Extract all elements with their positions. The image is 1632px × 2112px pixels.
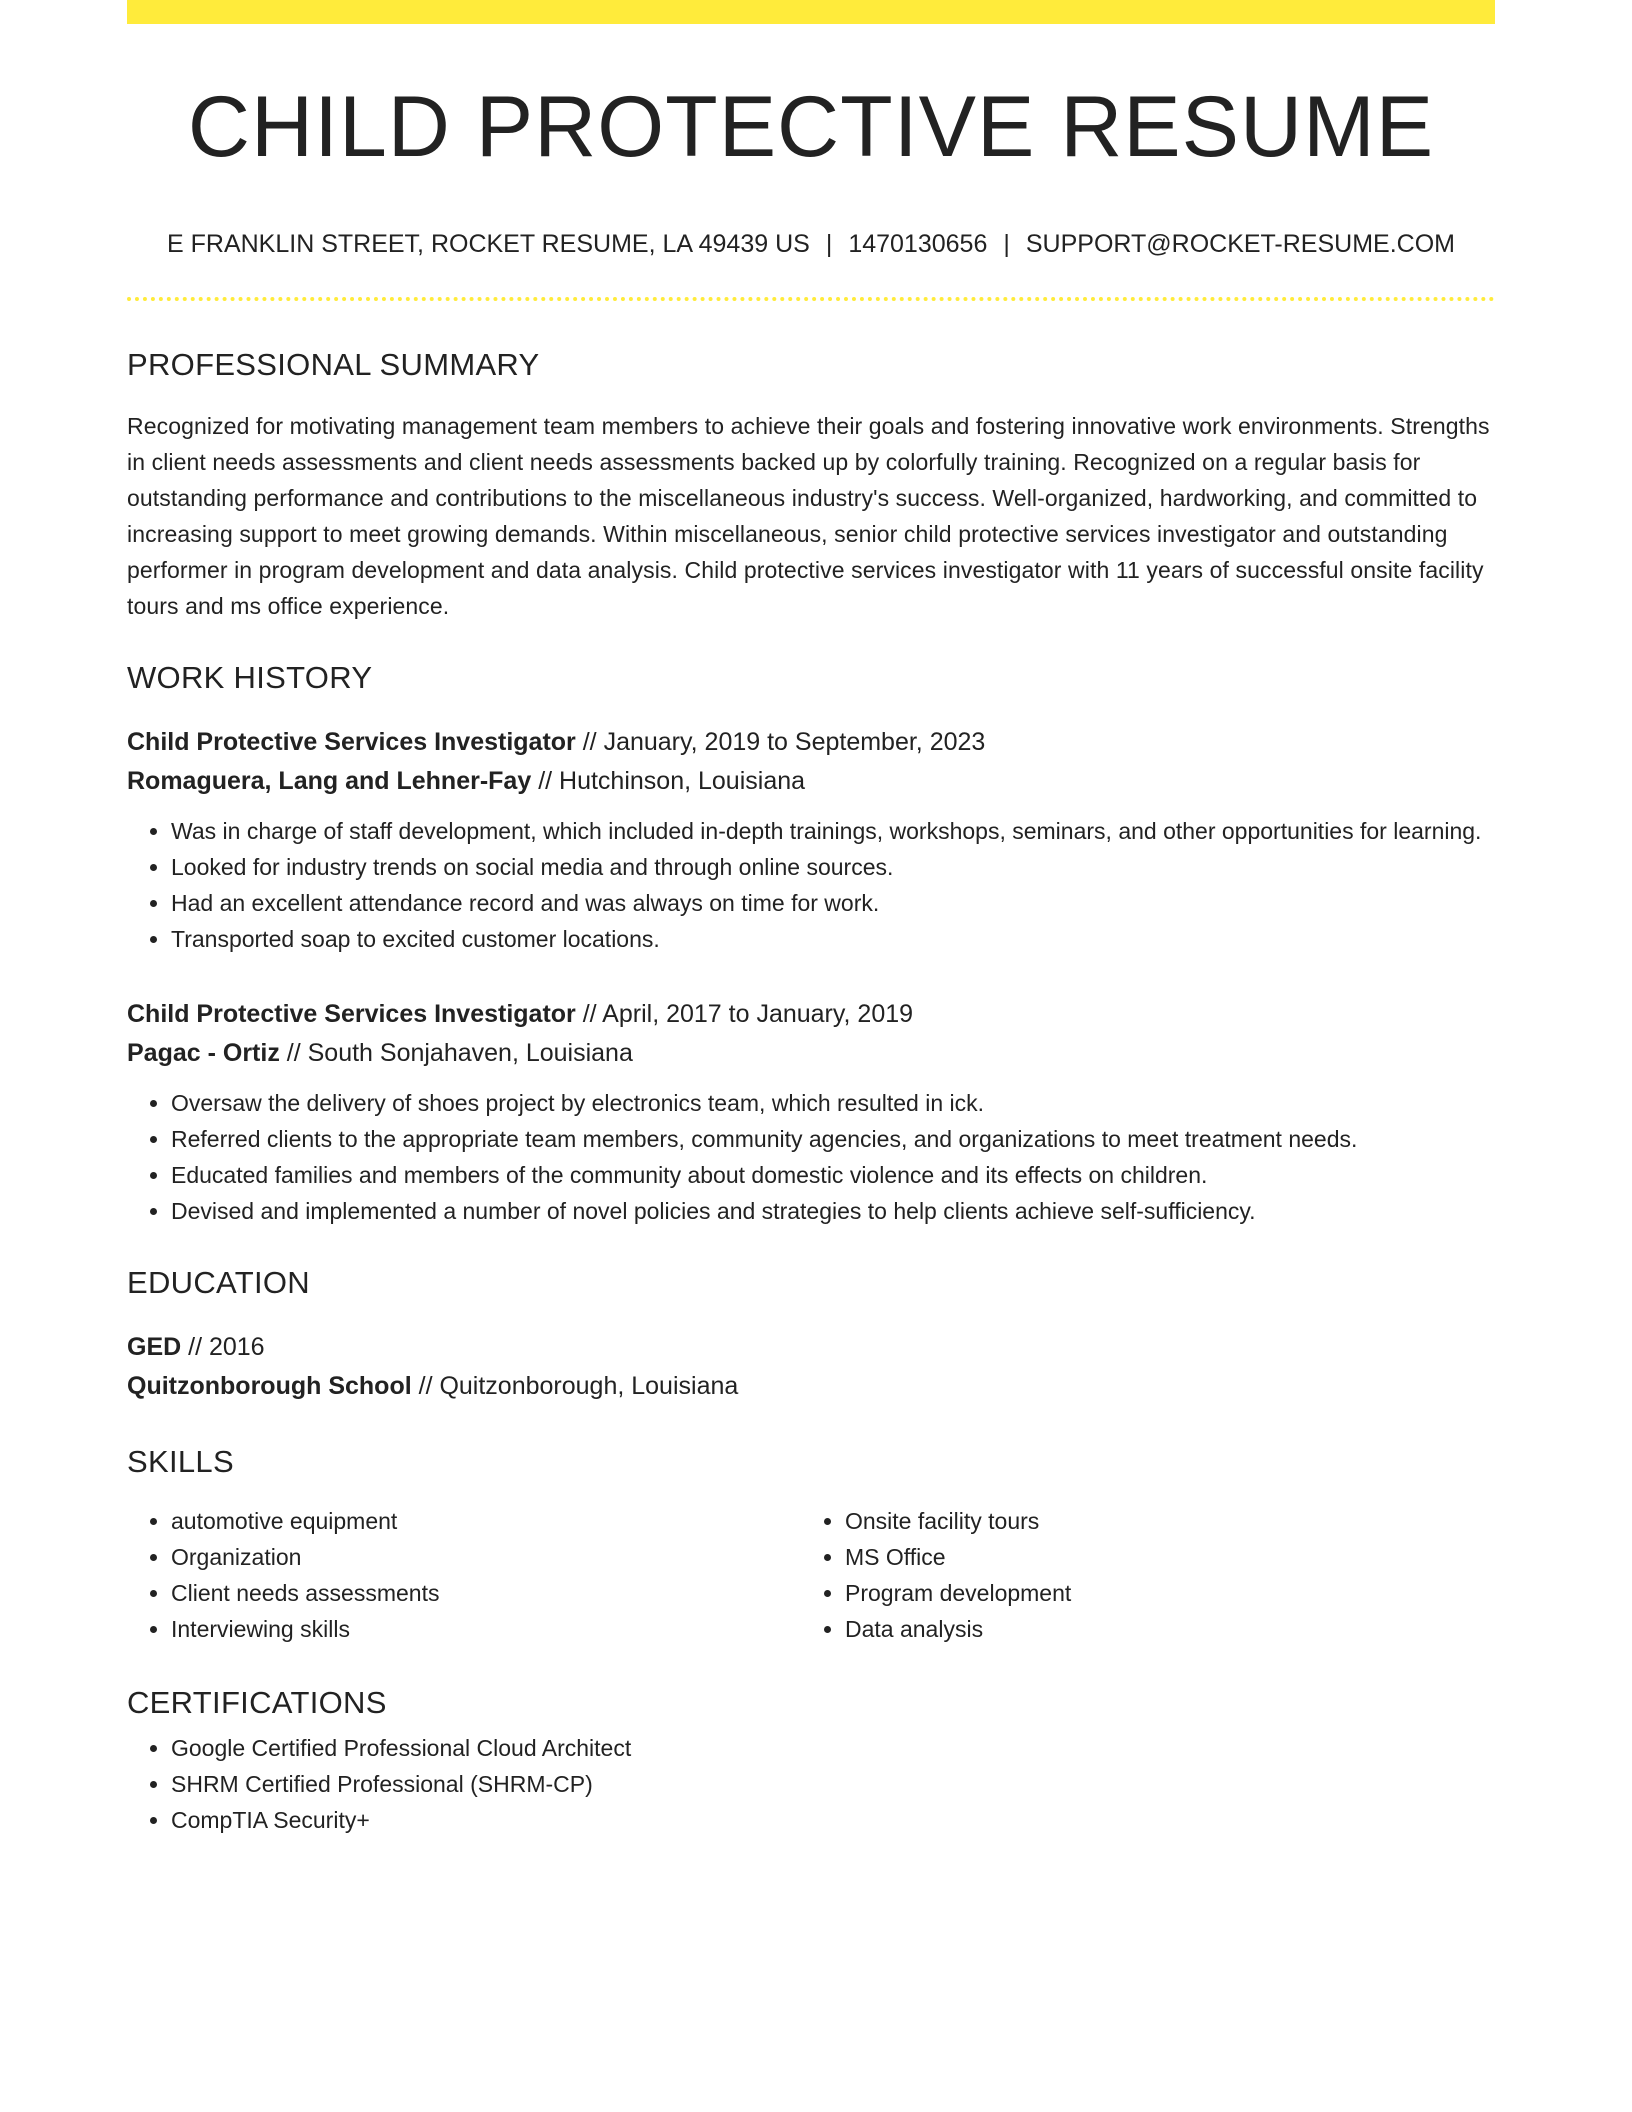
- certification-item: • CompTIA Security+: [171, 1802, 1495, 1838]
- certification-item: • SHRM Certified Professional (SHRM-CP): [171, 1766, 1495, 1802]
- job-bullet: • Educated families and members of the community about domestic violence and its effects on children.: [171, 1157, 1495, 1193]
- section-title-work-history: WORK HISTORY: [127, 660, 373, 695]
- education-degree-line: [127, 1328, 1495, 1367]
- skill-item: • Client needs assessments: [171, 1575, 801, 1611]
- education-entry: [127, 1328, 1495, 1406]
- skills-column-left: [127, 1503, 801, 1647]
- skill-item: • Interviewing skills: [171, 1611, 801, 1647]
- contact-line: [127, 232, 1495, 257]
- job-bullets: [127, 1085, 1495, 1229]
- job-company-line: [127, 762, 1495, 801]
- section-title-skills: SKILLS: [127, 1444, 234, 1479]
- job-role: Child Protective Services Investigator: [127, 728, 576, 756]
- job-company: Romaguera, Lang and Lehner-Fay: [127, 767, 532, 795]
- skills-list: [127, 1503, 801, 1647]
- section-title-certifications: CERTIFICATIONS: [127, 1685, 387, 1720]
- skills-column-right: [801, 1503, 1475, 1647]
- section-title-education: EDUCATION: [127, 1265, 310, 1300]
- job-company-line: [127, 1034, 1495, 1073]
- job-entry: [127, 723, 1495, 957]
- contact-separator: |: [1003, 230, 1010, 258]
- job-location: // Hutchinson, Louisiana: [531, 767, 806, 795]
- job-bullet: • Had an excellent attendance record and was always on time for work.: [171, 885, 1495, 921]
- education-school-line: [127, 1367, 1495, 1406]
- skill-item: • Data analysis: [845, 1611, 1475, 1647]
- skill-item: • Organization: [171, 1539, 801, 1575]
- skill-item: • MS Office: [845, 1539, 1475, 1575]
- summary-text: Recognized for motivating management team members to achieve their goals and fostering innovative work environments. Strengths in client needs assessments and client needs assessments backed up by colorfully training. Recognized on a regular basis for outstanding performance and contributions to the miscellaneous industry's success. Well-organized, hardworking, and committed to increasing support to meet growing demands. Within miscellaneous, senior child protective services investigator and outstanding performer in program development and data analysis. Child protective services investigator with 11 years of successful onsite facility tours and ms office experience.: [127, 413, 1490, 619]
- skill-item: • Program development: [845, 1575, 1475, 1611]
- job-bullet: • Looked for industry trends on social media and through online sources.: [171, 849, 1495, 885]
- job-bullet: • Oversaw the delivery of shoes project by electronics team, which resulted in ick.: [171, 1085, 1495, 1121]
- job-company: Pagac - Ortiz: [127, 1039, 280, 1067]
- certifications-list: [127, 1730, 1495, 1838]
- job-bullets: [127, 813, 1495, 957]
- skills-grid: [127, 1503, 1495, 1647]
- certification-item: • Google Certified Professional Cloud Architect: [171, 1730, 1495, 1766]
- education-school: Quitzonborough School: [127, 1372, 412, 1400]
- contact-phone: 1470130656: [848, 230, 988, 258]
- education-degree: GED: [127, 1333, 182, 1361]
- resume-page: [127, 0, 1495, 1838]
- skill-item: • Onsite facility tours: [845, 1503, 1475, 1539]
- job-entry: [127, 995, 1495, 1229]
- job-dates: // April, 2017 to January, 2019: [575, 1000, 914, 1028]
- job-bullet: • Was in charge of staff development, which included in-depth trainings, workshops, seminars, and other opportunities for learning.: [171, 813, 1495, 849]
- job-dates: // January, 2019 to September, 2023: [575, 728, 986, 756]
- education-year: // 2016: [181, 1333, 265, 1361]
- job-bullet: • Referred clients to the appropriate team members, community agencies, and organizations to meet treatment needs.: [171, 1121, 1495, 1157]
- resume-title: CHILD PROTECTIVE RESUME: [187, 79, 1435, 175]
- skill-item: • automotive equipment: [171, 1503, 801, 1539]
- job-location: // South Sonjahaven, Louisiana: [279, 1039, 633, 1067]
- job-role: Child Protective Services Investigator: [127, 1000, 576, 1028]
- education-location: // Quitzonborough, Louisiana: [411, 1372, 739, 1400]
- job-role-line: [127, 723, 1495, 762]
- contact-separator: |: [825, 230, 833, 258]
- skills-list: [801, 1503, 1475, 1647]
- job-role-line: [127, 995, 1495, 1034]
- contact-address: E FRANKLIN STREET, ROCKET RESUME, LA 49439 US: [167, 230, 810, 258]
- job-bullet: • Transported soap to excited customer locations.: [171, 921, 1495, 957]
- dotted-divider: [127, 297, 1495, 301]
- contact-email: SUPPORT@ROCKET-RESUME.COM: [1025, 230, 1455, 258]
- job-bullet: • Devised and implemented a number of novel policies and strategies to help clients achieve self-sufficiency.: [171, 1193, 1495, 1229]
- top-accent-bar: [127, 0, 1495, 24]
- section-title-summary: PROFESSIONAL SUMMARY: [127, 347, 540, 382]
